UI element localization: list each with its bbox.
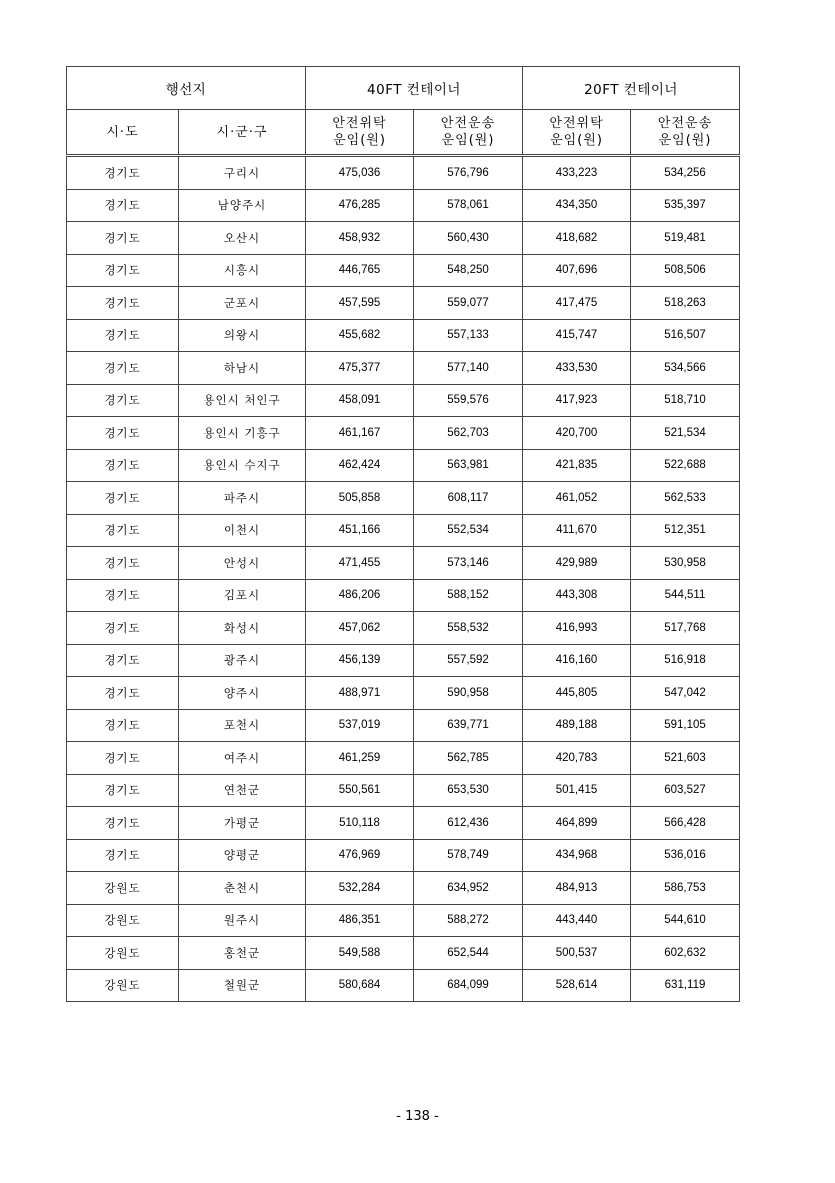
ft40-transport-rate-cell: 559,077 [414, 287, 523, 320]
city-cell: 포천시 [179, 709, 306, 742]
province-cell: 경기도 [67, 547, 179, 580]
city-cell: 김포시 [179, 579, 306, 612]
header-line: 운임(원) [333, 133, 386, 148]
city-cell: 연천군 [179, 774, 306, 807]
city-cell: 파주시 [179, 482, 306, 515]
ft20-consign-rate-cell: 500,537 [523, 937, 631, 970]
ft20-consign-rate-header [523, 110, 631, 156]
city-cell: 구리시 [179, 156, 306, 190]
table-row [67, 677, 740, 710]
ft40-transport-rate-header [414, 110, 523, 156]
page-number: - 138 - [396, 1109, 439, 1124]
ft40-consign-rate-cell: 458,091 [306, 384, 414, 417]
province-cell: 경기도 [67, 352, 179, 385]
city-cell: 가평군 [179, 807, 306, 840]
ft20-transport-rate-cell: 516,918 [631, 644, 740, 677]
table-row [67, 449, 740, 482]
ft40-transport-rate-cell: 590,958 [414, 677, 523, 710]
ft20-consign-rate-cell: 461,052 [523, 482, 631, 515]
ft20-transport-rate-cell: 602,632 [631, 937, 740, 970]
ft40-transport-rate-cell: 560,430 [414, 222, 523, 255]
city-cell: 홍천군 [179, 937, 306, 970]
ft40-consign-rate-cell: 488,971 [306, 677, 414, 710]
ft20-transport-rate-cell: 521,603 [631, 742, 740, 775]
province-cell: 강원도 [67, 969, 179, 1002]
city-cell: 원주시 [179, 904, 306, 937]
table-row [67, 514, 740, 547]
city-cell: 양평군 [179, 839, 306, 872]
ft20-consign-rate-cell: 416,993 [523, 612, 631, 645]
ft20-consign-rate-cell: 415,747 [523, 319, 631, 352]
province-cell: 경기도 [67, 774, 179, 807]
ft20-consign-rate-cell: 417,923 [523, 384, 631, 417]
table-row [67, 937, 740, 970]
table-row [67, 189, 740, 222]
ft20-transport-rate-cell: 534,566 [631, 352, 740, 385]
ft40-transport-rate-cell: 684,099 [414, 969, 523, 1002]
table-row [67, 774, 740, 807]
ft20-transport-rate-cell: 603,527 [631, 774, 740, 807]
ft20-transport-rate-cell: 547,042 [631, 677, 740, 710]
ft40-consign-rate-cell: 476,969 [306, 839, 414, 872]
table-row [67, 254, 740, 287]
province-cell: 경기도 [67, 677, 179, 710]
ft40-transport-rate-cell: 652,544 [414, 937, 523, 970]
ft40-consign-rate-cell: 486,351 [306, 904, 414, 937]
table-row [67, 872, 740, 905]
header-line: 안전운송 [657, 116, 713, 131]
ft20-consign-rate-cell: 501,415 [523, 774, 631, 807]
header-line: 안전운송 [440, 116, 496, 131]
ft40-consign-rate-cell: 580,684 [306, 969, 414, 1002]
ft40-transport-rate-cell: 578,749 [414, 839, 523, 872]
city-cell: 춘천시 [179, 872, 306, 905]
city-cell: 이천시 [179, 514, 306, 547]
ft40-consign-rate-cell: 550,561 [306, 774, 414, 807]
city-cell: 양주시 [179, 677, 306, 710]
ft20-consign-rate-cell: 433,223 [523, 156, 631, 190]
table-body [67, 156, 740, 1002]
ft20-transport-rate-cell: 522,688 [631, 449, 740, 482]
ft20-transport-rate-cell: 534,256 [631, 156, 740, 190]
province-cell: 경기도 [67, 644, 179, 677]
ft40-consign-rate-cell: 461,259 [306, 742, 414, 775]
city-cell: 안성시 [179, 547, 306, 580]
ft40-consign-rate-cell: 462,424 [306, 449, 414, 482]
ft40-transport-rate-cell: 576,796 [414, 156, 523, 190]
ft40-transport-rate-cell: 557,133 [414, 319, 523, 352]
ft40-transport-rate-cell: 634,952 [414, 872, 523, 905]
ft20-transport-rate-cell: 530,958 [631, 547, 740, 580]
ft20-consign-rate-cell: 416,160 [523, 644, 631, 677]
table-row [67, 482, 740, 515]
ft20-transport-rate-cell: 586,753 [631, 872, 740, 905]
city-cell: 용인시 처인구 [179, 384, 306, 417]
ft40-transport-rate-cell: 577,140 [414, 352, 523, 385]
ft40-consign-rate-cell: 446,765 [306, 254, 414, 287]
table-row [67, 547, 740, 580]
province-cell: 경기도 [67, 514, 179, 547]
ft40-consign-rate-cell: 510,118 [306, 807, 414, 840]
ft20-consign-rate-cell: 484,913 [523, 872, 631, 905]
ft20-transport-rate-cell: 535,397 [631, 189, 740, 222]
ft40-consign-rate-cell: 451,166 [306, 514, 414, 547]
ft20-transport-rate-cell: 512,351 [631, 514, 740, 547]
ft20-consign-rate-cell: 489,188 [523, 709, 631, 742]
ft40-consign-rate-cell: 549,588 [306, 937, 414, 970]
province-cell: 경기도 [67, 709, 179, 742]
ft40-consign-rate-header [306, 110, 414, 156]
city-cell: 화성시 [179, 612, 306, 645]
ft20-consign-rate-cell: 434,350 [523, 189, 631, 222]
city-cell: 용인시 수지구 [179, 449, 306, 482]
ft40-transport-rate-cell: 588,152 [414, 579, 523, 612]
table-row [67, 417, 740, 450]
ft20-transport-rate-cell: 519,481 [631, 222, 740, 255]
ft20-consign-rate-cell: 420,700 [523, 417, 631, 450]
province-cell: 경기도 [67, 417, 179, 450]
header-line: 안전위탁 [332, 116, 387, 131]
ft40-consign-rate-cell: 455,682 [306, 319, 414, 352]
ft20-consign-rate-cell: 417,475 [523, 287, 631, 320]
ft40-transport-rate-cell: 612,436 [414, 807, 523, 840]
ft20-transport-rate-cell: 517,768 [631, 612, 740, 645]
ft40-consign-rate-cell: 505,858 [306, 482, 414, 515]
ft20-transport-rate-cell: 566,428 [631, 807, 740, 840]
table-row [67, 709, 740, 742]
table-row [67, 839, 740, 872]
header-line: 운임(원) [550, 133, 603, 148]
ft20-transport-rate-cell: 544,511 [631, 579, 740, 612]
city-cell: 남양주시 [179, 189, 306, 222]
city-header: 시·군·구 [179, 110, 306, 156]
province-cell: 경기도 [67, 287, 179, 320]
province-cell: 경기도 [67, 319, 179, 352]
province-header: 시·도 [67, 110, 179, 156]
ft20-consign-rate-cell: 443,308 [523, 579, 631, 612]
ft40-transport-rate-cell: 552,534 [414, 514, 523, 547]
ft20-consign-rate-cell: 434,968 [523, 839, 631, 872]
province-cell: 경기도 [67, 742, 179, 775]
ft20-consign-rate-cell: 445,805 [523, 677, 631, 710]
ft40-transport-rate-cell: 573,146 [414, 547, 523, 580]
ft20-transport-rate-header [631, 110, 740, 156]
table-row [67, 644, 740, 677]
ft20-transport-rate-cell: 508,506 [631, 254, 740, 287]
ft20-transport-rate-cell: 521,534 [631, 417, 740, 450]
ft20-consign-rate-cell: 421,835 [523, 449, 631, 482]
province-cell: 경기도 [67, 254, 179, 287]
header-line: 운임(원) [441, 133, 495, 148]
ft40-transport-rate-cell: 562,703 [414, 417, 523, 450]
province-cell: 경기도 [67, 612, 179, 645]
group-header-row [67, 67, 740, 110]
ft40-consign-rate-cell: 475,036 [306, 156, 414, 190]
table-row [67, 742, 740, 775]
ft40-transport-rate-cell: 639,771 [414, 709, 523, 742]
city-cell: 용인시 기흥구 [179, 417, 306, 450]
ft40-consign-rate-cell: 486,206 [306, 579, 414, 612]
ft40-transport-rate-cell: 563,981 [414, 449, 523, 482]
province-cell: 경기도 [67, 156, 179, 190]
table-row [67, 904, 740, 937]
table-row [67, 319, 740, 352]
ft40-consign-rate-cell: 456,139 [306, 644, 414, 677]
ft20-consign-rate-cell: 528,614 [523, 969, 631, 1002]
city-cell: 광주시 [179, 644, 306, 677]
ft20-consign-rate-cell: 407,696 [523, 254, 631, 287]
ft40-consign-rate-cell: 475,377 [306, 352, 414, 385]
province-cell: 강원도 [67, 937, 179, 970]
province-cell: 경기도 [67, 482, 179, 515]
city-cell: 군포시 [179, 287, 306, 320]
ft20-consign-rate-cell: 464,899 [523, 807, 631, 840]
province-cell: 경기도 [67, 384, 179, 417]
ft40-transport-rate-cell: 578,061 [414, 189, 523, 222]
header-line: 안전위탁 [549, 116, 604, 131]
ft20-consign-rate-cell: 420,783 [523, 742, 631, 775]
destination-header: 행선지 [67, 67, 306, 110]
ft20-consign-rate-cell: 443,440 [523, 904, 631, 937]
table-row [67, 612, 740, 645]
province-cell: 강원도 [67, 872, 179, 905]
province-cell: 경기도 [67, 807, 179, 840]
province-cell: 경기도 [67, 449, 179, 482]
sub-header-row [67, 110, 740, 156]
ft20-transport-rate-cell: 518,263 [631, 287, 740, 320]
province-cell: 경기도 [67, 579, 179, 612]
city-cell: 하남시 [179, 352, 306, 385]
ft40-transport-rate-cell: 653,530 [414, 774, 523, 807]
ft40-consign-rate-cell: 458,932 [306, 222, 414, 255]
province-cell: 경기도 [67, 222, 179, 255]
ft40-transport-rate-cell: 588,272 [414, 904, 523, 937]
province-cell: 강원도 [67, 904, 179, 937]
city-cell: 시흥시 [179, 254, 306, 287]
ft20-consign-rate-cell: 418,682 [523, 222, 631, 255]
ft20-transport-rate-cell: 516,507 [631, 319, 740, 352]
city-cell: 오산시 [179, 222, 306, 255]
ft20-consign-rate-cell: 433,530 [523, 352, 631, 385]
freight-rate-table [66, 66, 740, 1002]
table-row [67, 807, 740, 840]
ft40-transport-rate-cell: 559,576 [414, 384, 523, 417]
ft40-consign-rate-cell: 457,062 [306, 612, 414, 645]
ft40-transport-rate-cell: 558,532 [414, 612, 523, 645]
ft40-transport-rate-cell: 548,250 [414, 254, 523, 287]
table-row [67, 384, 740, 417]
ft20-transport-rate-cell: 544,610 [631, 904, 740, 937]
ft40-transport-rate-cell: 562,785 [414, 742, 523, 775]
province-cell: 경기도 [67, 839, 179, 872]
ft20-transport-rate-cell: 631,119 [631, 969, 740, 1002]
table-row [67, 579, 740, 612]
ft40-consign-rate-cell: 476,285 [306, 189, 414, 222]
ft40-consign-rate-cell: 471,455 [306, 547, 414, 580]
city-cell: 의왕시 [179, 319, 306, 352]
ft40-consign-rate-cell: 461,167 [306, 417, 414, 450]
table-row [67, 222, 740, 255]
ft40-consign-rate-cell: 537,019 [306, 709, 414, 742]
ft40-transport-rate-cell: 557,592 [414, 644, 523, 677]
table-row [67, 352, 740, 385]
ft20-consign-rate-cell: 429,989 [523, 547, 631, 580]
table-row [67, 969, 740, 1002]
ft40-container-header: 40FT 컨테이너 [306, 67, 523, 110]
ft20-transport-rate-cell: 536,016 [631, 839, 740, 872]
ft40-consign-rate-cell: 457,595 [306, 287, 414, 320]
ft20-container-header: 20FT 컨테이너 [523, 67, 740, 110]
city-cell: 철원군 [179, 969, 306, 1002]
ft20-consign-rate-cell: 411,670 [523, 514, 631, 547]
ft20-transport-rate-cell: 518,710 [631, 384, 740, 417]
ft20-transport-rate-cell: 562,533 [631, 482, 740, 515]
table-row [67, 287, 740, 320]
ft40-transport-rate-cell: 608,117 [414, 482, 523, 515]
header-line: 운임(원) [658, 133, 712, 148]
city-cell: 여주시 [179, 742, 306, 775]
table-row [67, 156, 740, 190]
province-cell: 경기도 [67, 189, 179, 222]
ft20-transport-rate-cell: 591,105 [631, 709, 740, 742]
ft40-consign-rate-cell: 532,284 [306, 872, 414, 905]
